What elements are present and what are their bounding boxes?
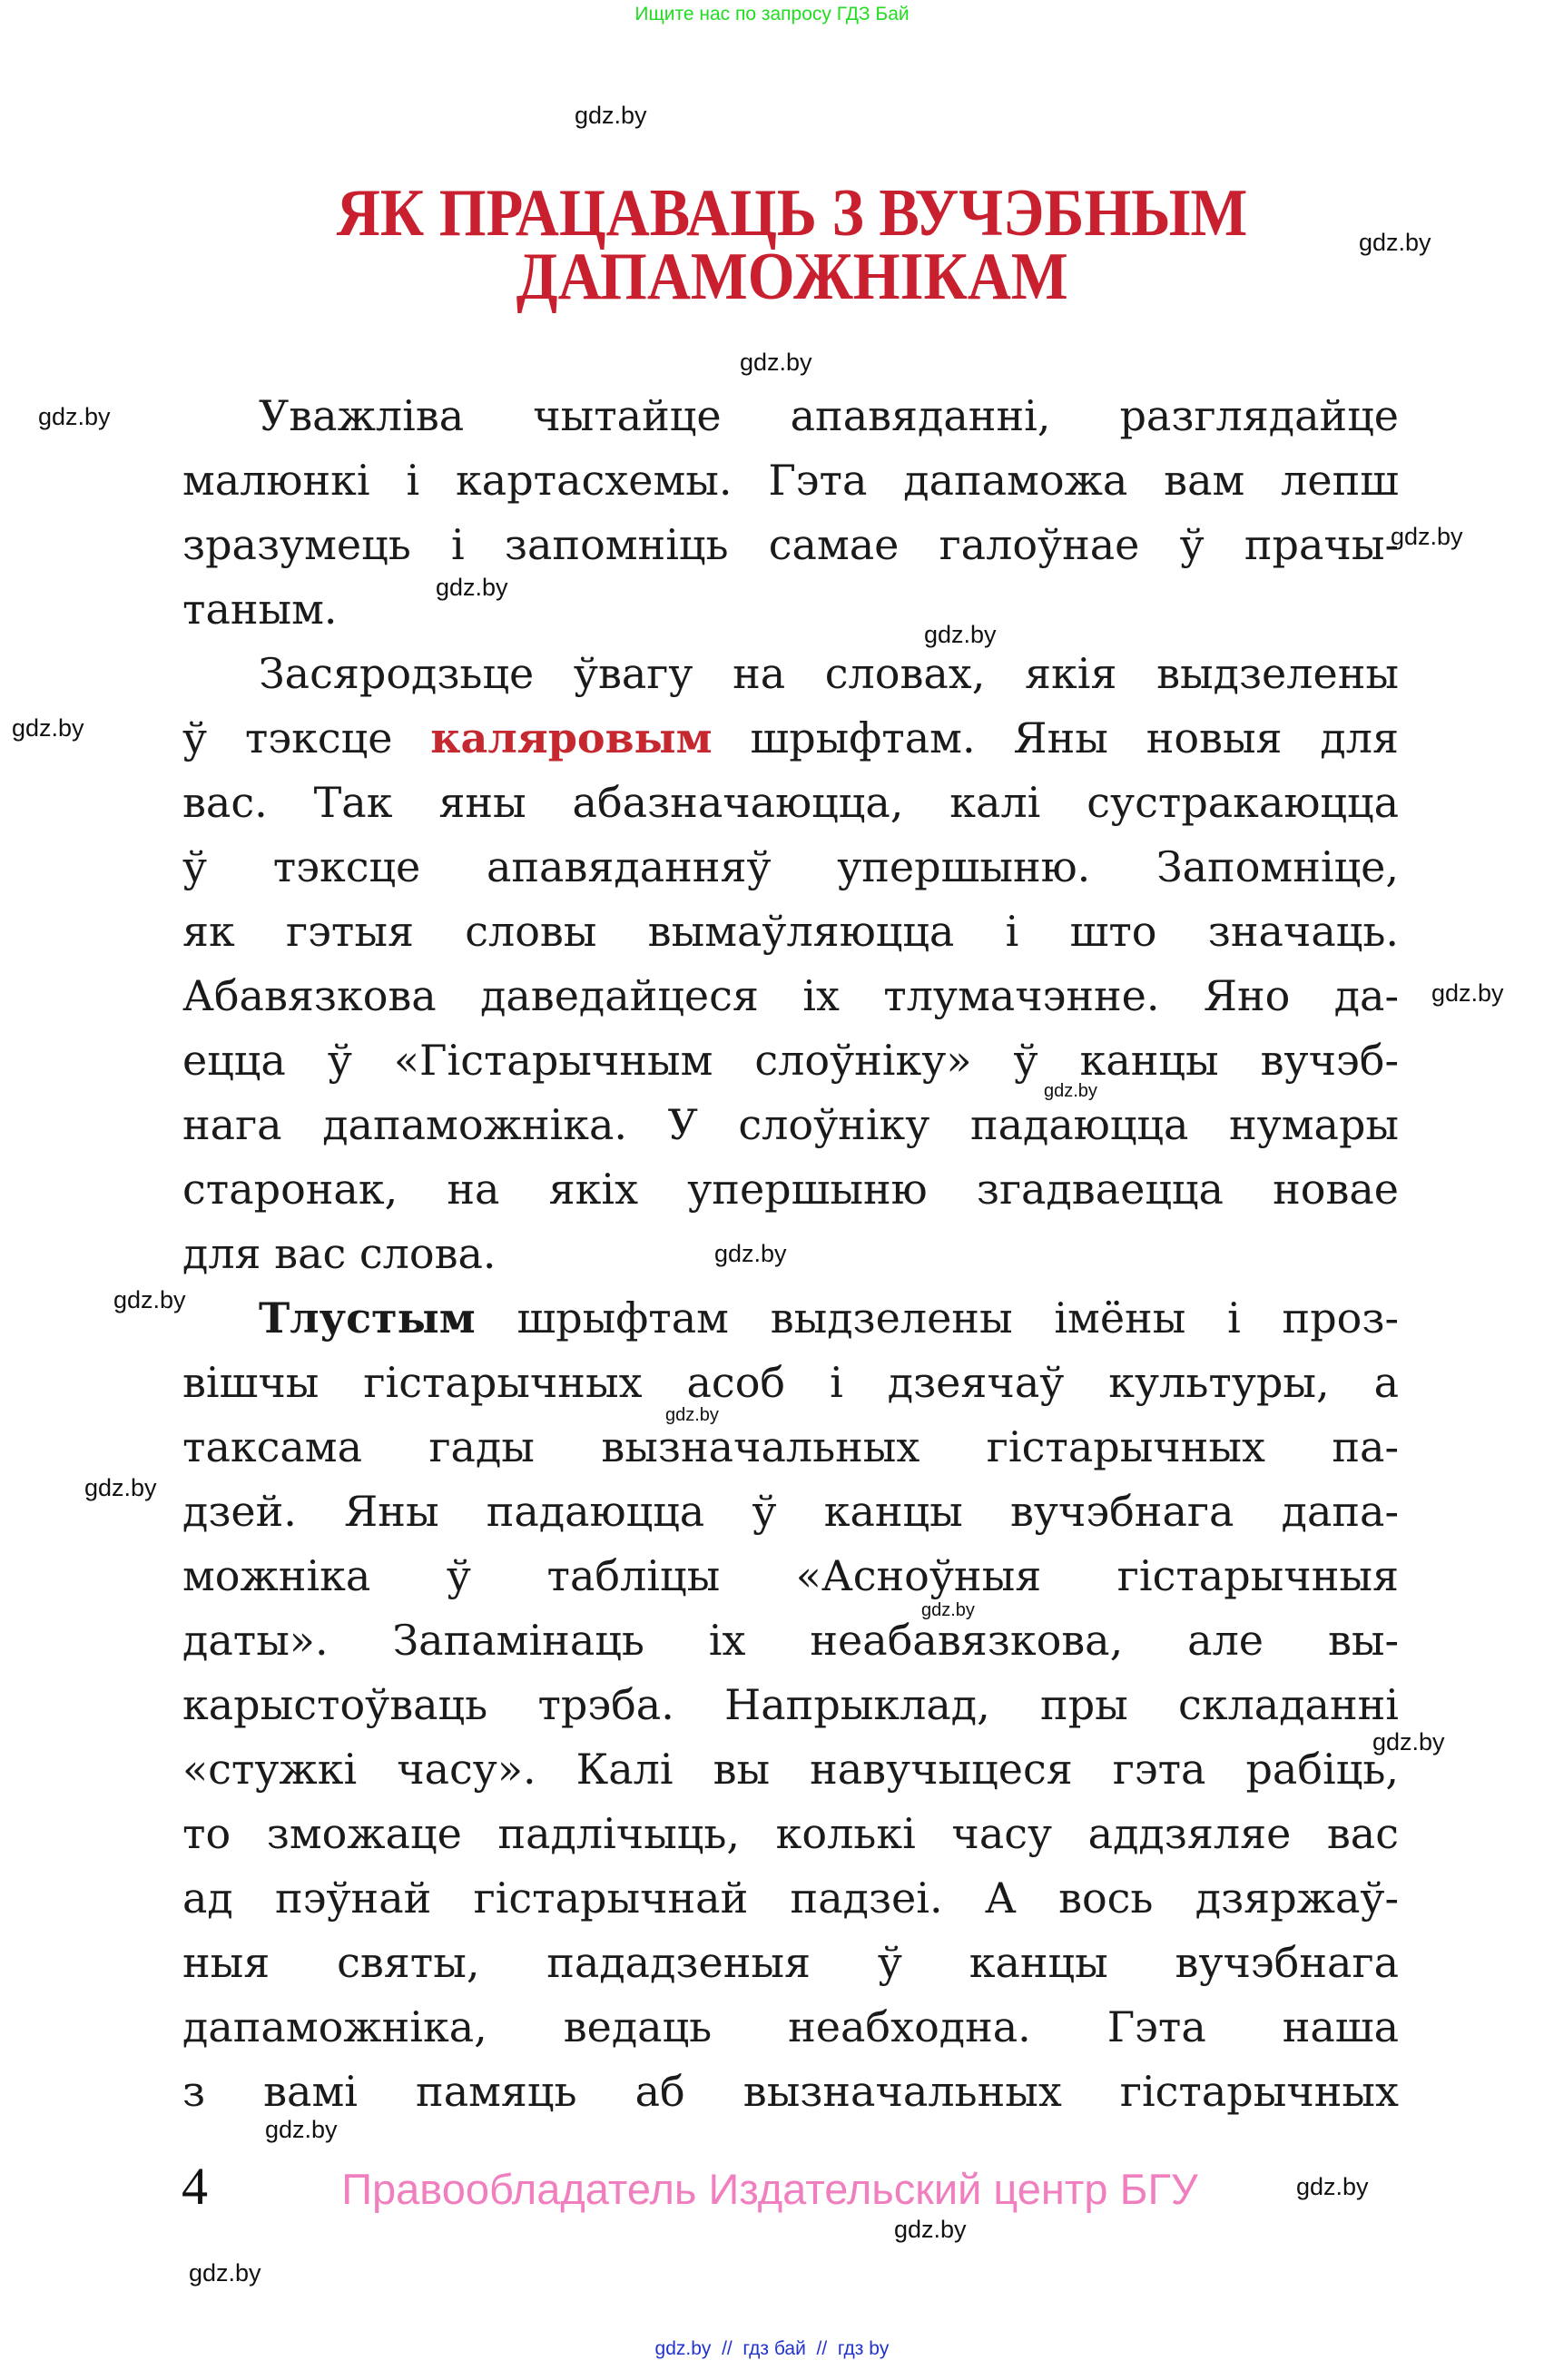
text-line: вішчы гістарычных асоб і дзеячаў культуры, а xyxy=(182,1358,1399,1407)
watermark: gdz.by xyxy=(1431,979,1504,1007)
text-line: дзей. Яны падаюцца ў канцы вучэбнага дапа- xyxy=(182,1487,1399,1536)
text-line: Уважліва чытайце апавяданні, разглядайце xyxy=(259,391,1399,440)
text-line: як гэтыя словы вымаўляюцца і што значаць. xyxy=(182,907,1399,956)
text-line: то зможаце падлічыць, колькі часу аддзяляе вас xyxy=(182,1809,1399,1858)
page-title xyxy=(0,176,1544,314)
text-line: дапаможніка, ведаць неабходна. Гэта наша xyxy=(182,2002,1399,2051)
text-line: карыстоўваць трэба. Напрыклад, пры складанні xyxy=(182,1680,1399,1729)
copyright-notice: Правообладатель Издательский центр БГУ xyxy=(341,2165,1198,2213)
text-line: старонак, на якіх упершыню згадваецца новае xyxy=(182,1165,1399,1214)
text-line: ныя святы, пададзеныя ў канцы вучэбнага xyxy=(182,1938,1399,1987)
highlighted-word: каляровым xyxy=(430,713,713,762)
watermark: gdz.by xyxy=(1391,523,1463,550)
text-line: малюнкі і картасхемы. Гэта дапаможа вам лепш xyxy=(182,456,1399,505)
watermark: gdz.by xyxy=(924,621,997,648)
page-number: 4 xyxy=(182,2157,208,2216)
top-banner: Ищите нас по запросу ГДЗ Бай xyxy=(634,4,910,25)
watermark: gdz.by xyxy=(665,1405,719,1425)
text-line: Абавязкова даведайцеся іх тлумачэнне. Яно да- xyxy=(182,971,1399,1020)
watermark: gdz.by xyxy=(740,349,812,376)
watermark: gdz.by xyxy=(1372,1728,1445,1755)
text-line: «стужкі часу». Калі вы навучыцеся гэта рабіць, xyxy=(182,1745,1399,1794)
text-line: для вас слова. xyxy=(182,1229,497,1278)
text-line: зразумець і запомніць самае галоўнае ў прачы- xyxy=(182,520,1399,569)
text-fragment: шрыфтам. Яны новыя для xyxy=(712,713,1399,762)
text-line: ад пэўнай гістарычнай падзеі. А вось дзяржаў- xyxy=(182,1874,1399,1923)
watermark: gdz.by xyxy=(38,403,111,430)
text-line xyxy=(182,1286,1399,1351)
watermark: gdz.by xyxy=(436,574,508,601)
watermark: gdz.by xyxy=(113,1286,186,1313)
watermark: gdz.by xyxy=(265,2116,338,2143)
text-line: можніка ў табліцы «Асноўныя гістарычныя xyxy=(182,1551,1399,1600)
text-line: таным. xyxy=(182,585,338,634)
text-line: ецца ў «Гістарычным слоўніку» ў канцы вучэб- xyxy=(182,1036,1399,1085)
text-line: даты». Запамінаць іх неабавязкова, але вы- xyxy=(182,1616,1399,1665)
watermark: gdz.by xyxy=(575,102,647,129)
bold-word: Тлустым xyxy=(259,1293,476,1342)
watermark: gdz.by xyxy=(921,1600,975,1620)
text-fragment: ў тэксце xyxy=(182,713,431,762)
watermark: gdz.by xyxy=(714,1240,787,1267)
watermark: gdz.by xyxy=(1359,229,1431,256)
bottom-banner: gdz.by // гдз бай // гдз by xyxy=(654,2338,890,2359)
text-line: ў тэксце апавяданняў упершыню. Запомніце, xyxy=(182,842,1399,891)
watermark: gdz.by xyxy=(189,2259,261,2287)
text-line: таксама гады вызначальных гістарычных па- xyxy=(182,1422,1399,1471)
text-line: Засяродзьце ўвагу на словах, якія выдзелены xyxy=(259,649,1399,698)
text-line xyxy=(182,706,1399,771)
text-line: нага дапаможніка. У слоўніку падаюцца нумары xyxy=(182,1100,1399,1149)
body-text xyxy=(182,384,1399,2124)
text-line: вас. Так яны абазначаюцца, калі сустракаюцца xyxy=(182,778,1399,827)
watermark: gdz.by xyxy=(1296,2173,1369,2200)
title-line-1: ЯК ПРАЦАВАЦЬ З ВУЧЭБНЫМ xyxy=(336,176,1248,251)
watermark: gdz.by xyxy=(84,1474,157,1501)
watermark: gdz.by xyxy=(894,2216,967,2243)
text-fragment: шрыфтам выдзелены імёны і проз- xyxy=(475,1293,1399,1342)
watermark: gdz.by xyxy=(12,714,84,742)
title-line-2: ДАПАМОЖНІКАМ xyxy=(516,240,1068,314)
text-line: з вамі памяць аб вызначальных гістарычных xyxy=(182,2067,1399,2116)
watermark: gdz.by xyxy=(1044,1081,1097,1101)
